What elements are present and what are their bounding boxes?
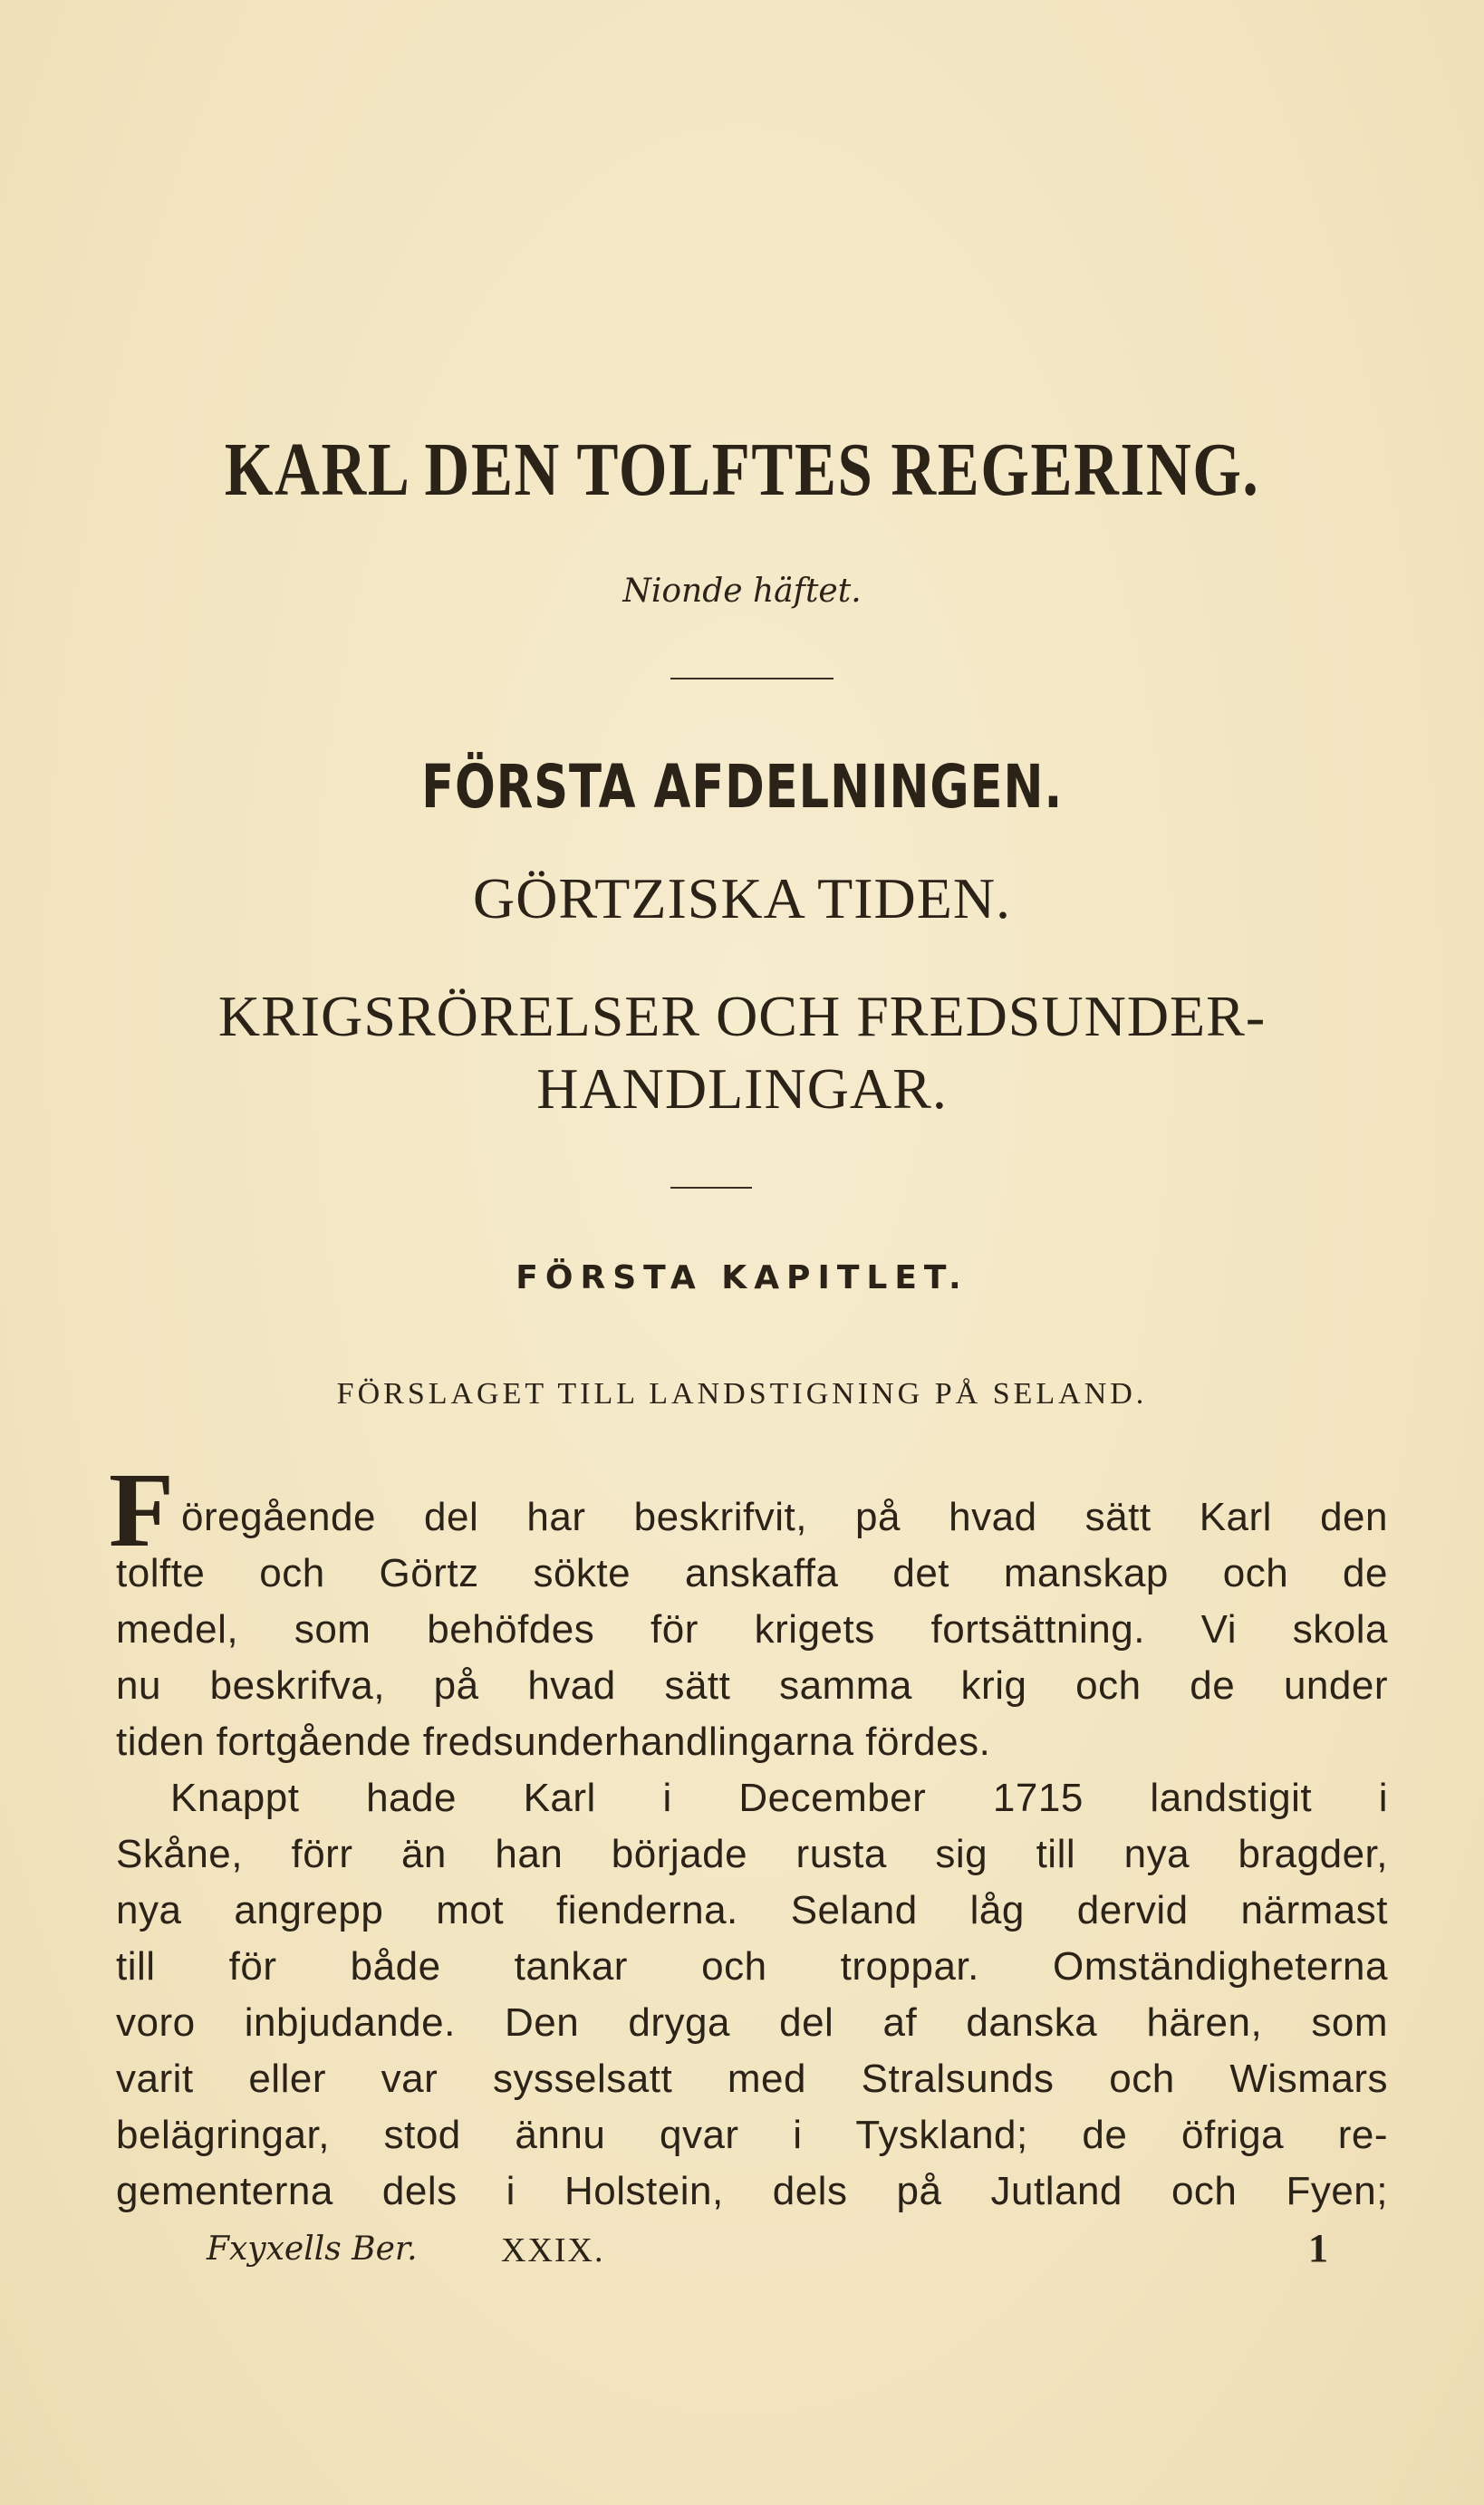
section-heading-line-2: HANDLINGAR. (536, 1056, 948, 1121)
division-heading: FÖRSTA AFDELNINGEN. (421, 752, 1064, 822)
body-line: öregående del har beskrifvit, på hvad sätt Karl den (181, 1495, 1388, 1539)
body-line: gementerna dels i Holstein, dels på Jutland och Fyen; (116, 2169, 1388, 2213)
body-line: nu beskrifva, på hvad sätt samma krig och de under (116, 1663, 1388, 1708)
era-heading: GÖRTZISKA TIDEN. (472, 866, 1012, 930)
body-line: tiden fortgående fredsunderhandlingarna fördes. (116, 1720, 991, 1764)
printer-signature: Fxyxells Ber. (207, 2230, 418, 2268)
page-number: 1 (1308, 2226, 1328, 2270)
chapter-heading: FÖRSTA KAPITLET. (516, 1259, 968, 1296)
body-line: till för både tankar och troppar. Omständigheterna (116, 1944, 1388, 1989)
body-line: Skåne, förr än han började rusta sig till nya bragder, (116, 1832, 1388, 1876)
body-line: tolfte och Görtz sökte anskaffa det manskap och de (116, 1551, 1388, 1595)
body-line: Knappt hade Karl i December 1715 landstigit i (170, 1776, 1388, 1820)
volume-number: XXIX. (501, 2231, 605, 2269)
part-label: Nionde häftet. (622, 573, 862, 610)
divider-rule (670, 678, 834, 679)
body-line: nya angrepp mot fienderna. Seland låg dervid närmast (116, 1888, 1388, 1932)
section-heading-line-1: KRIGSRÖRELSER OCH FREDSUNDER- (217, 984, 1267, 1048)
body-line: voro inbjudande. Den dryga del af danska hären, som (116, 2000, 1388, 2045)
body-line: belägringar, stod ännu qvar i Tyskland; de öfriga re- (116, 2113, 1388, 2157)
book-title: KARL DEN TOLFTES REGERING. (224, 428, 1260, 512)
divider-rule-short (670, 1187, 752, 1189)
body-line: medel, som behöfdes för krigets fortsättning. Vi skola (116, 1607, 1388, 1652)
body-line: varit eller var sysselsatt med Stralsunds och Wismars (116, 2057, 1388, 2101)
chapter-subject: FÖRSLAGET TILL LANDSTIGNING PÅ SELAND. (336, 1377, 1148, 1411)
drop-capital: F (109, 1450, 175, 1569)
